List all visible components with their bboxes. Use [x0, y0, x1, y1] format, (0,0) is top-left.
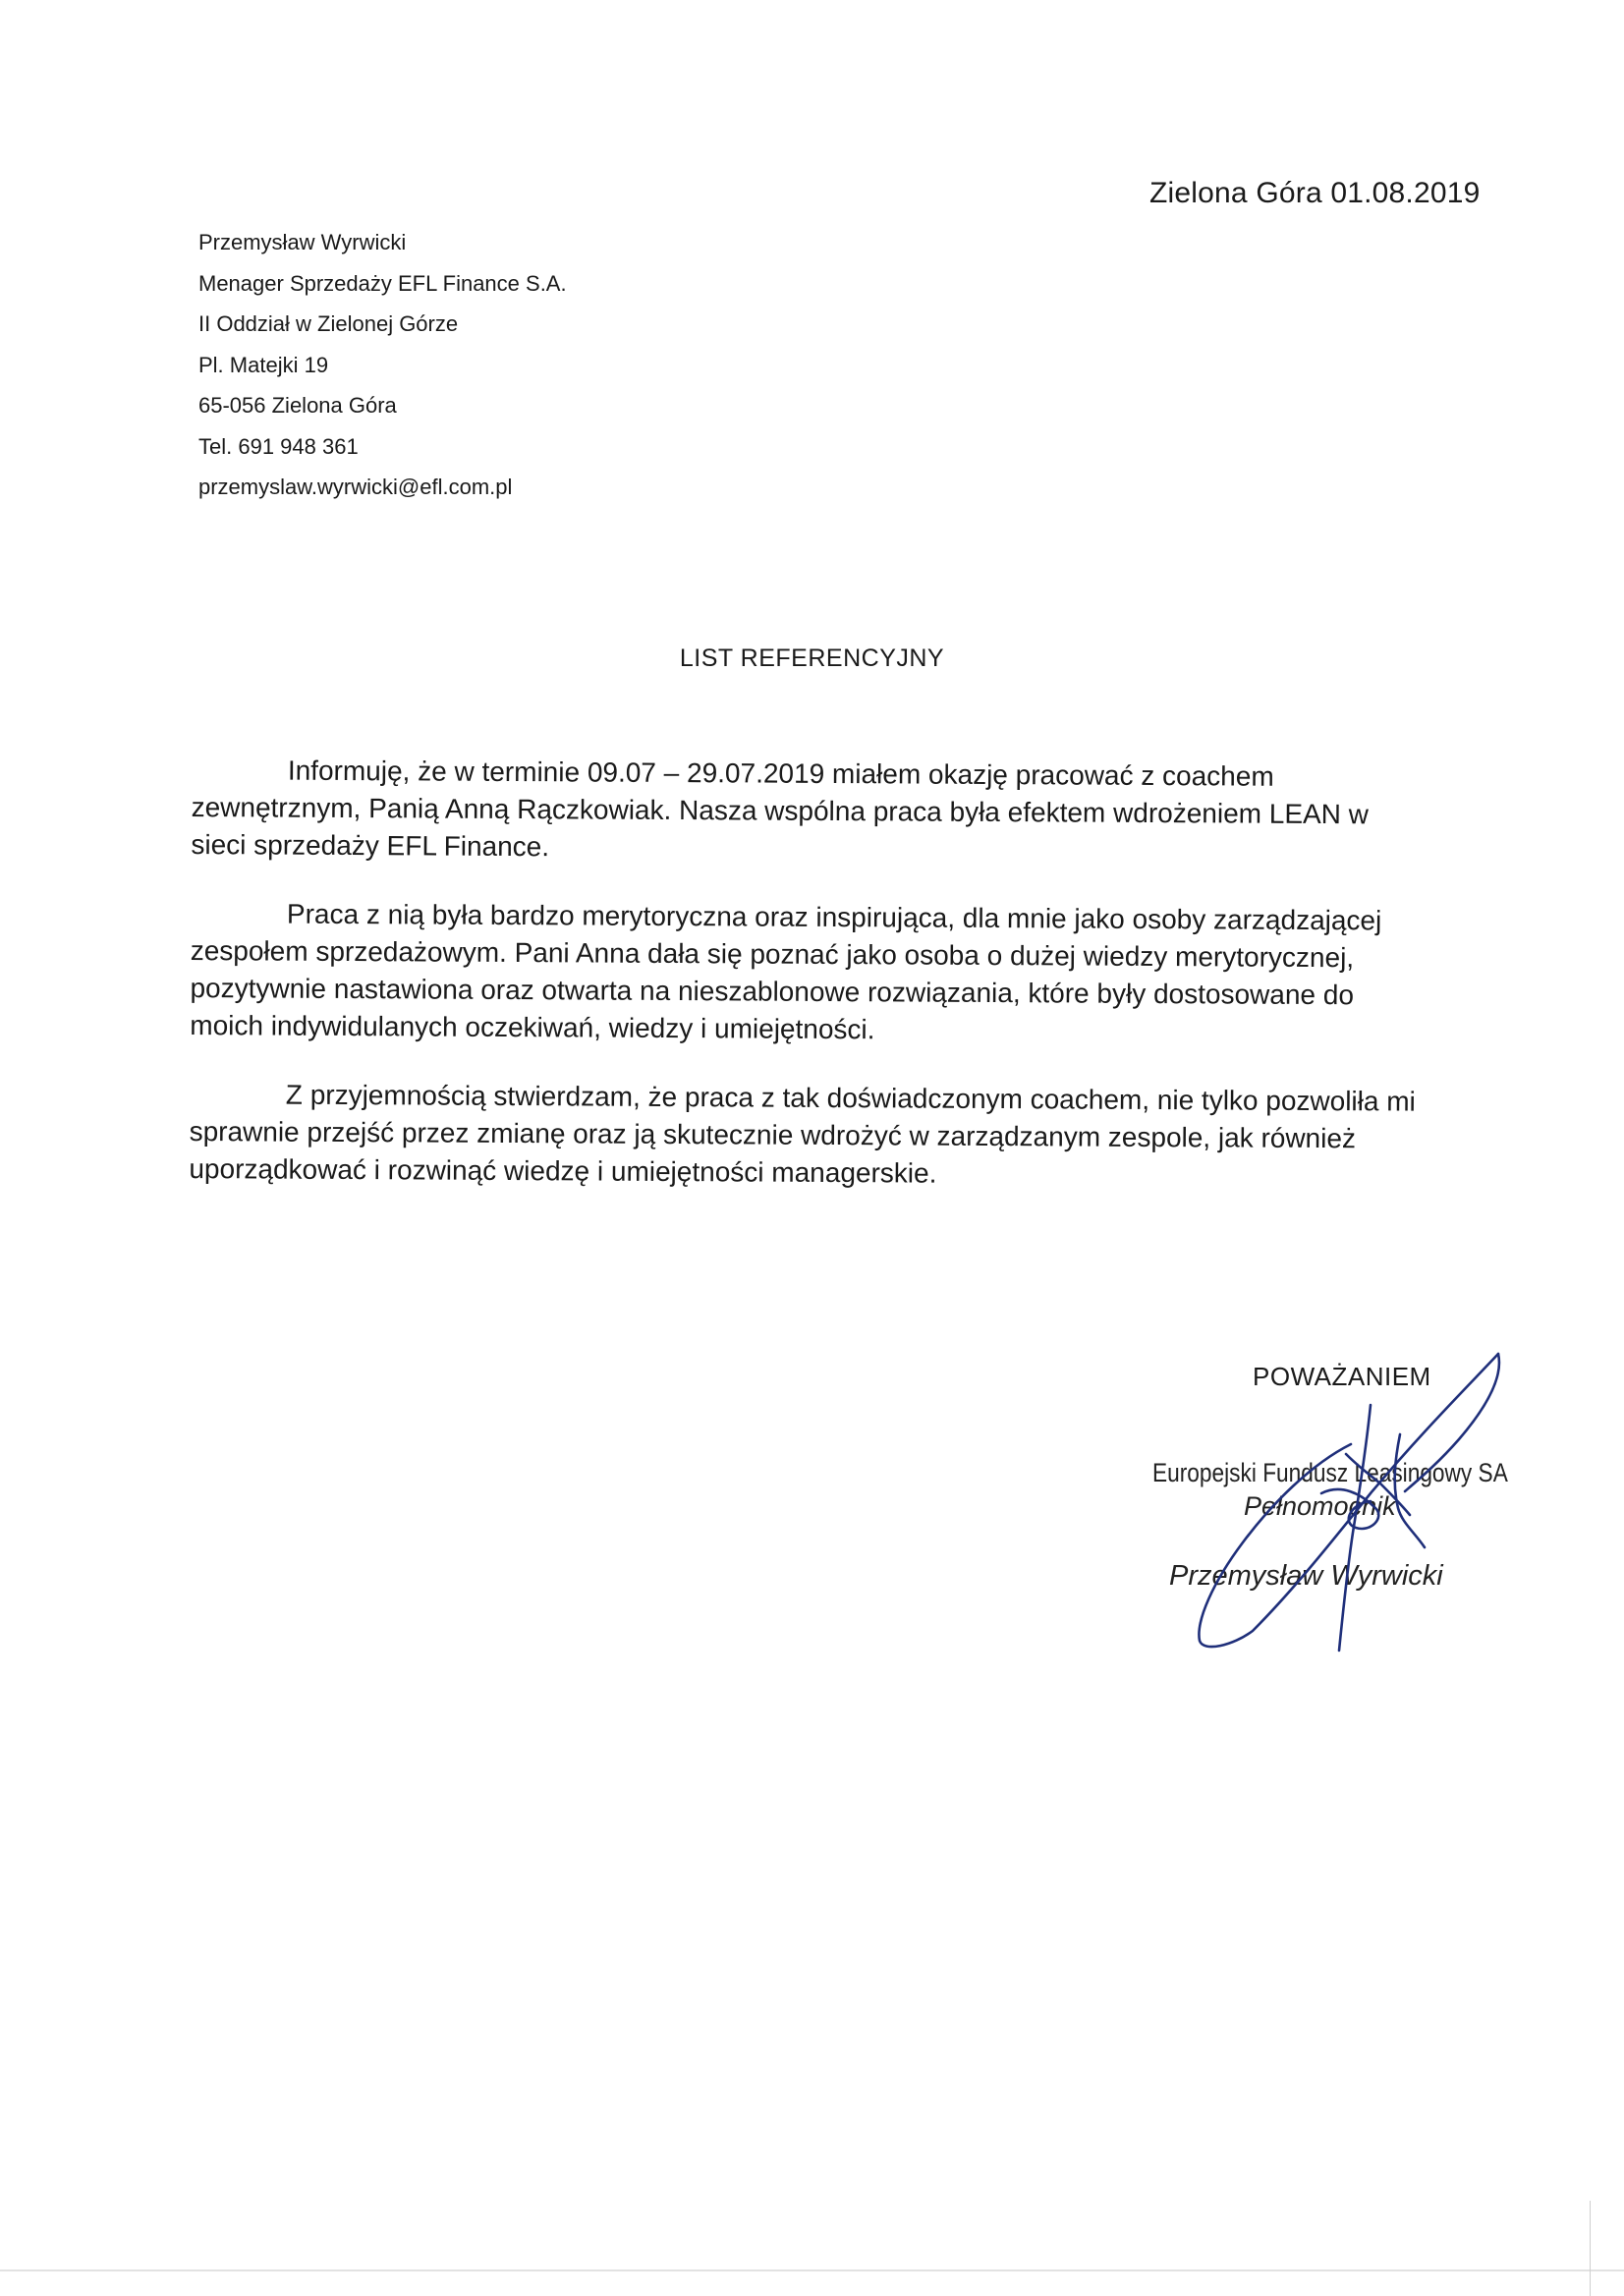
- sender-branch: II Oddział w Zielonej Górze: [198, 311, 459, 336]
- stamp-name: Przemysław Wyrwicki: [1169, 1560, 1443, 1592]
- scan-edge-corner: [1590, 2201, 1591, 2296]
- closing-salutation: POWAŻANIEM: [1253, 1362, 1431, 1391]
- handwritten-signature: [1174, 1346, 1528, 1670]
- paragraph-2: Praca z nią była bardzo merytoryczna oraz inspirująca, dla mnie jako osoby zarządzającej zespołem sprzedażowym. Pani Anna dała się poznać jako osoba o dużej wiedzy merytorycznej, pozytywnie nastawiona oraz otwarta na nieszablonowe rozwiązania, które były dostosowane do moich indywidulanych oczekiwań, wiedzy i umiejętności.: [190, 898, 1382, 1045]
- sender-block: [198, 222, 567, 508]
- letter-body: [189, 752, 1429, 1227]
- sender-city: 65-056 Zielona Góra: [198, 393, 397, 418]
- sender-position: Menager Sprzedaży EFL Finance S.A.: [198, 270, 567, 296]
- letter-title: LIST REFERENCYJNY: [679, 644, 945, 672]
- paragraph-1: Informuję, że w terminie 09.07 – 29.07.2019 miałem okazję pracować z coachem zewnętrznym, Panią Anną Rączkowiak. Nasza wspólna praca była efektem wdrożeniem LEAN w sieci sprzedaży EFL Finance.: [191, 755, 1370, 863]
- sender-phone: Tel. 691 948 361: [198, 433, 359, 459]
- sender-email: przemyslaw.wyrwicki@efl.com.pl: [198, 475, 513, 499]
- paragraph-3: Z przyjemnością stwierdzam, że praca z tak doświadczonym coachem, nie tylko pozwoliła mi sprawnie przejść przez zmianę oraz ją skutecznie wdrożyć w zarządzanym zespole, jak również uporządkować i rozwinąć wiedzę i umiejętności managerskie.: [189, 1079, 1416, 1189]
- stamp-role: Pełnomocnik: [1244, 1491, 1396, 1521]
- date-place: Zielona Góra 01.08.2019: [1149, 177, 1481, 209]
- sender-street: Pl. Matejki 19: [198, 352, 329, 377]
- scan-edge-line: [0, 2269, 1624, 2271]
- sender-name: Przemysław Wyrwicki: [198, 230, 407, 254]
- stamp-organization: Europejski Fundusz Leasingowy SA: [1152, 1458, 1508, 1487]
